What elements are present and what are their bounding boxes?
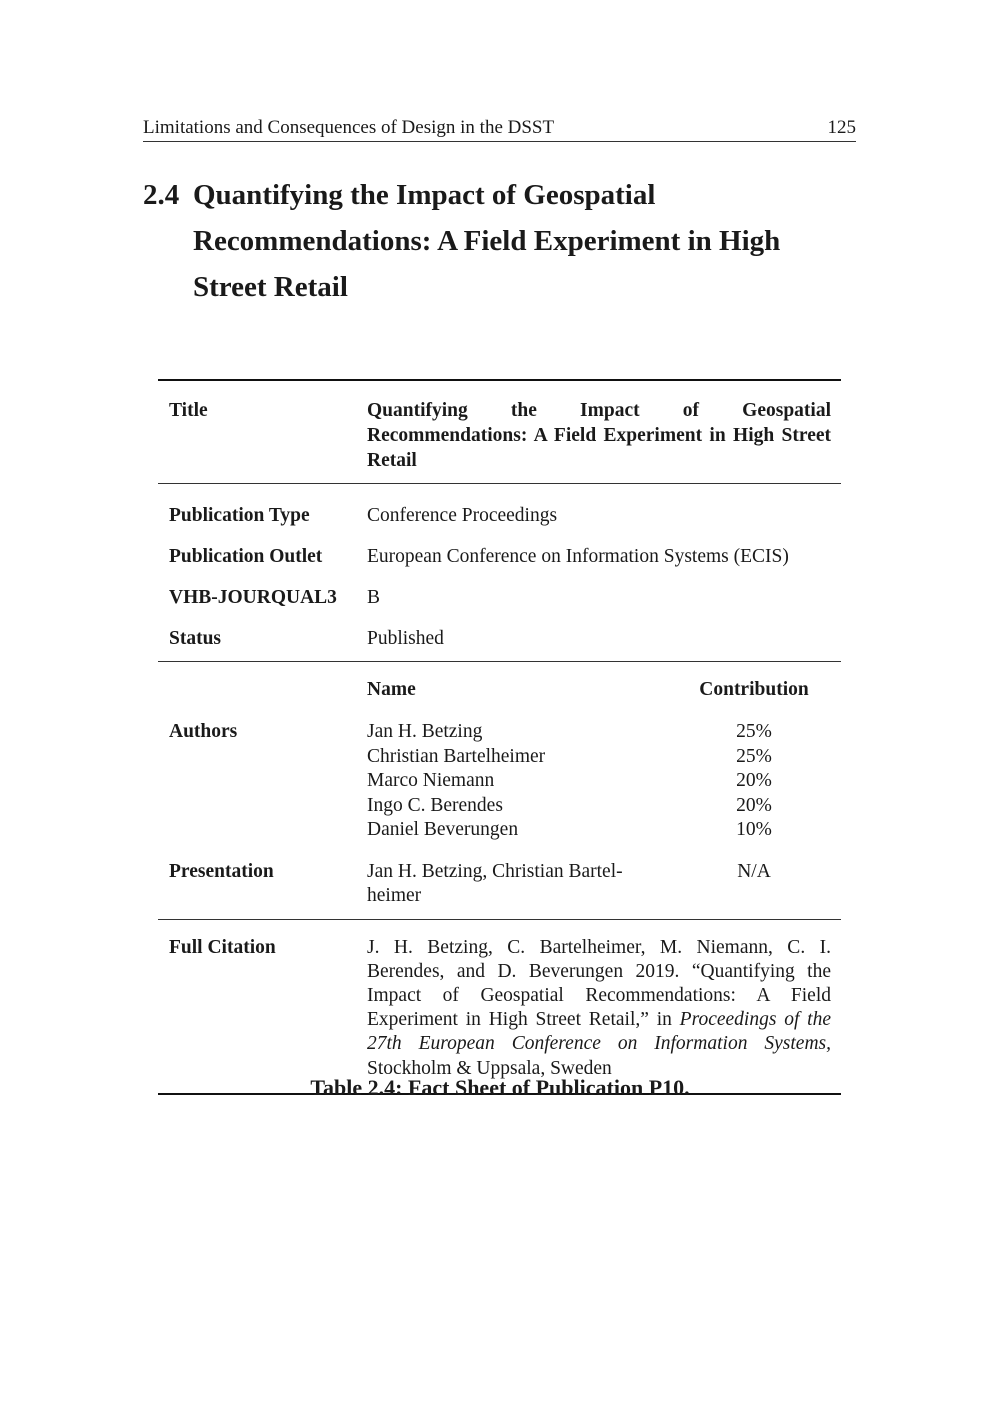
section-number: 2.4 (143, 179, 180, 211)
publication-outlet-label: Publication Outlet (169, 546, 323, 567)
field-row (158, 618, 841, 659)
citation-location: Stockholm & Uppsala, Sweden (367, 1057, 612, 1079)
vhb-label: VHB-JOURQUAL3 (169, 587, 337, 608)
author-contributions (684, 720, 824, 843)
contribution-column-header: Contribution (699, 679, 809, 700)
vhb-value: B (367, 587, 381, 608)
running-head-title: Limitations and Consequences of Design in the DSST (143, 117, 555, 138)
author-contribution: 20% (736, 770, 772, 791)
author-names (367, 720, 684, 843)
author-contribution: 20% (736, 794, 772, 816)
author-name: Daniel Beverungen (367, 819, 519, 840)
author-name: Christian Bartelheimer (367, 745, 546, 767)
authors-label: Authors (169, 721, 238, 742)
citation-value (367, 936, 841, 1081)
section-title: Quantifying the Impact of Geospatial Recommendations: A Field Experiment in High Street Retail (193, 179, 781, 303)
author-name: Ingo C. Berendes (367, 794, 503, 816)
title-value: Quantifying the Impact of Geospatial Recommendations: A Field Experiment in High Street Retail (367, 400, 831, 471)
presentation-label: Presentation (169, 860, 274, 882)
fact-sheet-table (158, 379, 841, 1095)
author-contribution: 10% (736, 819, 772, 840)
presentation-contribution: N/A (737, 860, 771, 882)
authors-row (158, 710, 841, 843)
page-number: 125 (827, 117, 856, 138)
authors-header-row (158, 670, 841, 710)
presentation-value: Jan H. Betzing, Christian Bartel-heimer (367, 860, 623, 906)
author-contribution: 25% (736, 745, 772, 767)
citation-label: Full Citation (169, 936, 276, 958)
field-row (158, 495, 841, 536)
field-row (158, 536, 841, 577)
name-column-header: Name (367, 679, 416, 700)
title-row (158, 381, 841, 484)
publication-type-label: Publication Type (169, 505, 310, 526)
publication-outlet-value: European Conference on Information Systems (ECIS) (367, 546, 789, 567)
presentation-row (158, 843, 841, 909)
status-value: Published (367, 628, 444, 649)
author-contribution: 25% (736, 721, 772, 742)
citation-proceedings: Proceedings of the 27th European Conference on Information Systems, (367, 1009, 831, 1055)
author-name: Marco Niemann (367, 770, 495, 791)
citation-row (158, 920, 841, 1093)
publication-block (158, 484, 841, 662)
field-row (158, 577, 841, 618)
citation-text: J. H. Betzing, C. Bartelheimer, M. Niemann, C. I. Berendes, and D. Beverungen 2019. “Quantifying the Impact of Geospatial Recommendations: A Field Experiment in High Street Retail,” in (367, 936, 831, 1031)
publication-type-value: Conference Proceedings (367, 505, 558, 526)
running-head (143, 117, 856, 142)
status-label: Status (169, 628, 222, 649)
table-caption: Table 2.4: Fact Sheet of Publication P10. (310, 1075, 690, 1100)
title-label: Title (169, 400, 208, 421)
authors-block (158, 662, 841, 920)
author-name: Jan H. Betzing (367, 721, 483, 742)
